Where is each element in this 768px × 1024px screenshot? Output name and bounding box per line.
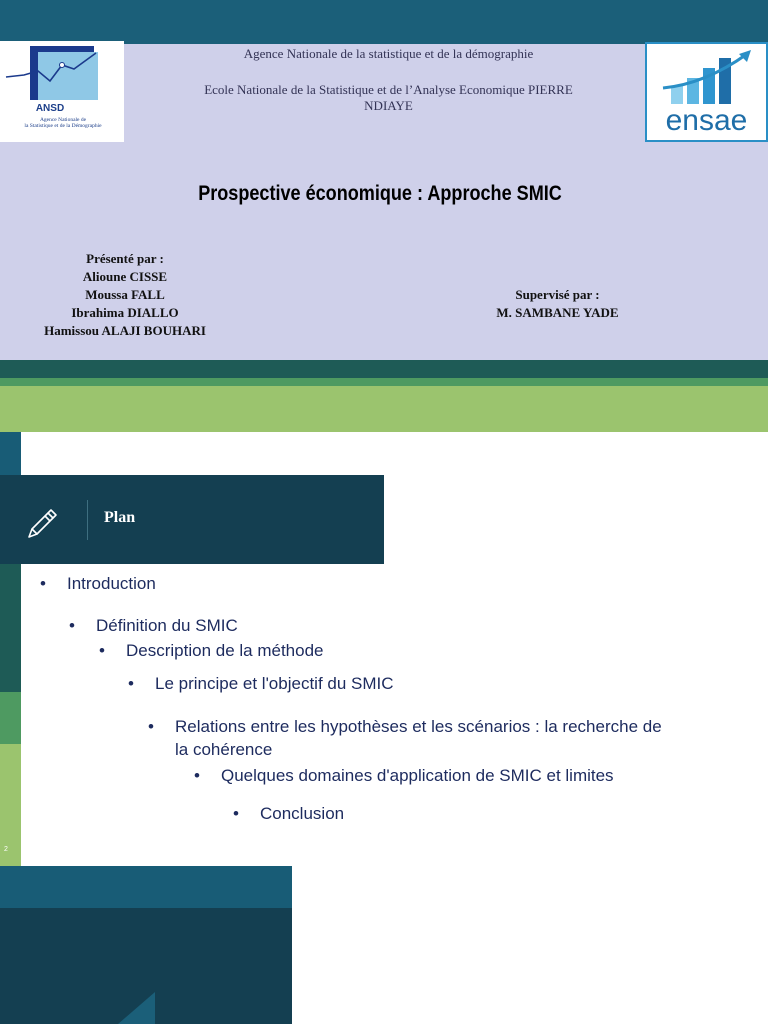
side-strip-segment [0,692,21,744]
plan-item-text: Définition du SMIC [96,616,238,635]
school-name-line1: Ecole Nationale de la Statistique et de l’Analyse Economique PIERRE [204,82,573,97]
plan-item-text: Relations entre les hypothèses et les scénarios : la recherche de [175,717,662,736]
plan-item [194,765,614,787]
ansd-subtitle [4,117,122,129]
plan-item [233,803,345,825]
title-slide [0,0,768,432]
supervisor-label: Supervisé par : [515,287,600,302]
plan-item-text: Description de la méthode [126,641,324,660]
supervisor-name: M. SAMBANE YADE [496,305,619,320]
plan-slide [0,432,768,866]
presenter-name: Alioune CISSE [82,269,168,284]
decorative-triangle [0,908,292,1024]
header-divider [87,500,88,540]
plan-item-text: Quelques domaines d'application de SMIC et limites [221,766,614,785]
supervisor-block [470,286,645,322]
presenters-block [20,250,230,340]
ensae-logo [645,42,768,142]
plan-heading: Plan [104,509,136,526]
plan-item [69,615,238,637]
school-name-line2: NDIAYE [364,98,413,113]
dark-band [0,360,768,378]
ansd-subtitle-line1: Agence Nationale de [39,117,87,123]
next-slide-top-bar [0,866,292,908]
next-slide-partial [0,866,768,1024]
mid-band [0,378,768,386]
ensae-wordmark: ensae [665,104,748,137]
bullet: • [148,717,154,736]
plan-item-text: Le principe et l'objectif du SMIC [155,674,394,693]
bullet: • [194,766,200,785]
plan-item-text: Conclusion [260,804,345,823]
bullet: • [128,674,134,693]
plan-item [99,640,324,662]
presenters-label: Présenté par : [86,251,164,266]
plan-header [0,475,384,564]
bullet: • [233,804,239,823]
side-strip-segment [0,432,21,475]
ensae-growth-icon [655,48,759,106]
side-strip-segment [0,564,21,692]
ansd-logo [0,41,124,142]
presenter-name: Hamissou ALAJI BOUHARI [44,323,206,338]
bullet: • [40,574,46,593]
plan-item [148,716,662,738]
plan-item-continuation: la cohérence [175,740,273,759]
bullet: • [69,616,75,635]
ansd-wordmark: ANSD [35,103,65,114]
ansd-subtitle-line2: la Statistique et de la Démographie [24,123,102,129]
presenter-name: Moussa FALL [85,287,165,302]
plan-item-text: Introduction [67,574,156,593]
page-number: 2 [4,846,8,853]
presentation-title: Prospective économique : Approche SMIC [198,182,562,205]
plan-item [128,673,394,695]
pencil-icon [26,505,60,544]
green-band [0,386,768,432]
plan-item [40,573,156,595]
school-name [160,82,617,114]
next-slide-header [0,908,292,1024]
presenter-name: Ibrahima DIALLO [71,305,179,320]
top-bar [0,0,768,44]
bullet: • [99,641,105,660]
agency-name: Agence Nationale de la statistique et de la démographie [243,46,534,61]
